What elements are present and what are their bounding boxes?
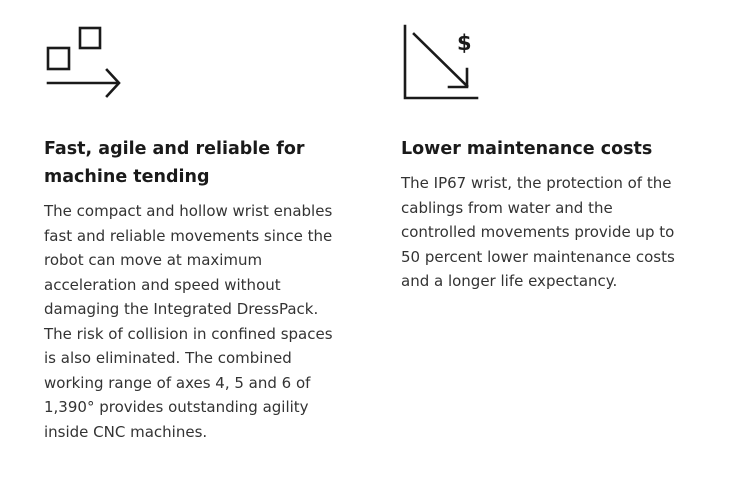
- cost-decrease-chart-icon: [401, 22, 481, 102]
- feature-description: The IP67 wrist, the protection of the cablings from water and the controlled movements provide up to 50 percent lower maintenance costs and a longer life expectancy.: [401, 174, 675, 290]
- squares-arrow-icon: [44, 24, 124, 100]
- feature-description: The compact and hollow wrist enables fast and reliable movements since the robot can move at maximum acceleration and speed without damaging the Integrated DressPack. The risk of collision in confined spaces is also eliminated. The combined working range of axes 4, 5 and 6 of 1,390° provides outstanding agility inside CNC machines.: [44, 202, 333, 441]
- feature-title: Lower maintenance costs: [401, 139, 653, 159]
- feature-title: Fast, agile and reliable for machine tending: [44, 139, 305, 187]
- dollar-sign-icon: $: [457, 31, 472, 55]
